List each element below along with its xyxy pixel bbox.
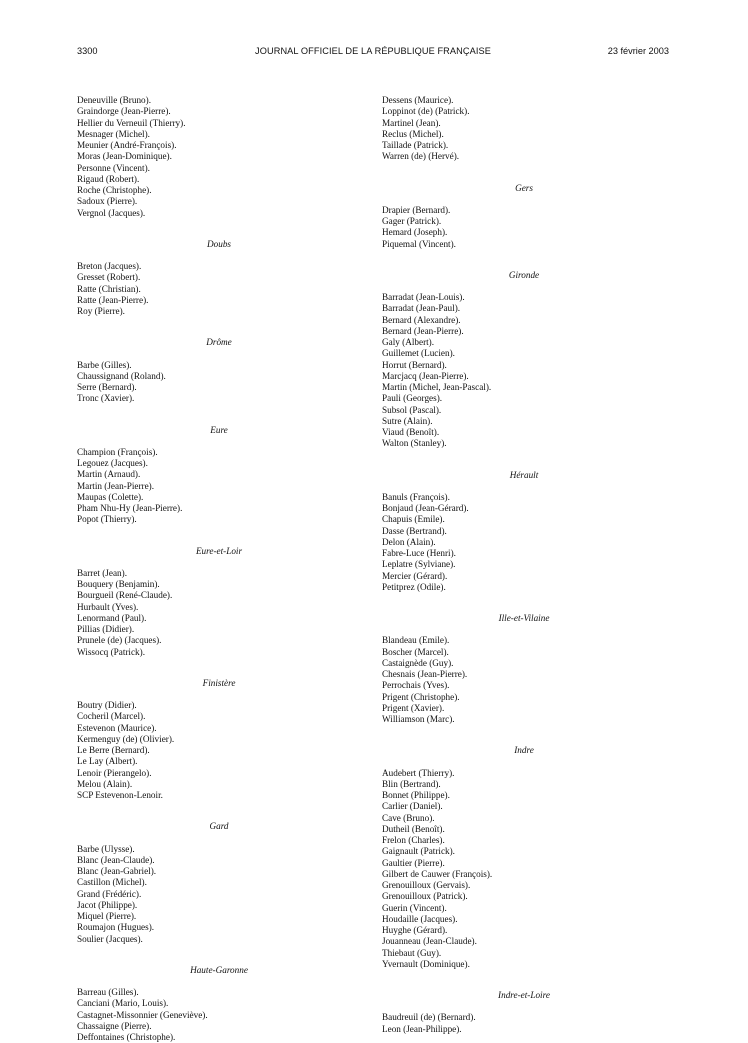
list-item: Martin (Michel, Jean-Pascal). [382,382,492,392]
department-heading: Indre-et-Loire [498,990,550,1000]
list-item: Ratte (Christian). [77,283,141,294]
list-item: Barreau (Gilles). [77,987,139,997]
publication-date: 23 février 2003 [607,46,669,56]
list-item: Barret (Jean). [77,567,127,578]
list-item: Tronc (Xavier). [77,393,135,404]
list-item: Dasse (Bertrand). [382,525,447,536]
list-item: Boutry (Didier). [77,700,137,710]
list-item: Canciani (Mario, Louis). [77,998,169,1009]
name-list [382,205,622,250]
list-item: Grenouilloux (Patrick). [382,891,468,902]
list-item: Bonnet (Philippe). [382,790,450,800]
department-section-finistere [77,678,317,802]
list-item: Gaignault (Patrick). [382,846,455,857]
name-list [77,987,317,1043]
list-item: Walton (Stanley). [382,438,447,449]
list-item: Jacot (Philippe). [77,899,138,910]
list-item: Soulier (Jacques). [77,933,143,944]
list-item: Blandeau (Emile). [382,635,450,646]
department-heading: Gers [515,182,533,193]
list-item: Viaud (Benoît). [382,427,440,437]
list-item: Jouanneau (Jean-Claude). [382,936,477,947]
list-item: Banuls (François). [382,491,450,502]
department-heading: Ille-et-Vilaine [498,613,550,623]
list-item: Lenormand (Paul). [77,612,147,623]
list-item: Pillias (Didier). [77,624,135,634]
list-item: Rigaud (Robert). [77,173,140,184]
list-item: Delon (Alain). [382,536,436,547]
department-section-doubs [77,239,317,318]
list-item: Castagnet-Missonnier (Geneviève). [77,1009,208,1020]
list-item: Subsol (Pascal). [382,404,442,415]
list-item: Pham Nhu-Hy (Jean-Pierre). [77,503,183,513]
name-list [77,844,317,945]
list-item: Roumajon (Hugues). [77,922,155,933]
list-item: Vergnol (Jacques). [77,207,146,218]
list-item: Melou (Alain). [77,778,133,789]
name-list [77,447,317,526]
list-item: Hemard (Joseph). [382,227,448,238]
list-item: Leplatre (Sylviane). [382,559,456,570]
list-item: Leon (Jean-Philippe). [382,1023,462,1034]
list-item: SCP Estevenon-Lenoir. [77,790,163,800]
list-item: Miquel (Pierre). [77,911,137,921]
list-item: Roy (Pierre). [77,306,125,316]
list-item: Grand (Frédéric). [77,888,142,899]
list-item: Ratte (Jean-Pierre). [77,294,149,305]
list-item: Barradat (Jean-Louis). [382,292,465,302]
list-item: Martin (Jean-Pierre). [77,480,155,491]
list-item: Graindorge (Jean-Pierre). [77,106,171,117]
list-item: Guillemet (Lucien). [382,348,455,359]
department-section-indre-et-loire [382,990,622,1035]
name-list [382,95,622,163]
list-item: Barbe (Ulysse). [77,843,135,854]
list-item: Blanc (Jean-Claude). [77,854,155,865]
list-item: Dessens (Maurice). [382,95,454,105]
list-item: Houdaille (Jacques). [382,913,458,924]
department-section-eure-et-loir [77,546,317,658]
department-heading: Gard [209,821,229,832]
right-column [382,95,622,1035]
list-item: Wissocq (Patrick). [77,646,146,657]
list-item: Bonjaud (Jean-Gérard). [382,503,469,513]
list-item: Fabre-Luce (Henri). [382,548,456,558]
list-item: Galy (Albert). [382,337,435,347]
list-item: Cave (Bruno). [382,812,435,823]
name-list [77,700,317,801]
list-item: Gager (Patrick). [382,216,442,226]
list-item: Bourgueil (René-Claude). [77,590,173,601]
list-item: Personne (Vincent). [77,162,150,173]
name-list [382,292,622,450]
list-item: Grenouilloux (Gervais). [382,880,471,890]
list-item: Le Berre (Bernard). [77,745,150,755]
list-item: Petitprez (Odile). [382,581,446,592]
list-item: Barbe (Gilles). [77,359,132,370]
list-item: Marcjacq (Jean-Pierre). [382,370,469,381]
department-section-continued [77,95,317,219]
department-section-drome [77,337,317,404]
list-item: Huyghe (Gérard). [382,925,448,935]
list-item: Barradat (Jean-Paul). [382,303,461,314]
left-column [77,95,317,1043]
list-item: Deneuville (Bruno). [77,95,151,105]
journal-title: JOURNAL OFFICIEL DE LA RÉPUBLIQUE FRANÇAISE [255,46,491,56]
department-heading: Eure-et-Loir [195,545,243,556]
name-list [382,492,622,593]
department-heading: Hérault [509,469,539,480]
department-section-eure [77,425,317,526]
department-heading: Drôme [206,337,232,348]
department-heading: Haute-Garonne [190,964,248,975]
page-number: 3300 [77,46,98,56]
list-item: Legouez (Jacques). [77,458,148,468]
list-item: Champion (François). [77,446,158,457]
department-heading: Gironde [508,269,540,280]
list-item: Roche (Christophe). [77,185,152,195]
list-item: Bernard (Jean-Pierre). [382,325,464,336]
list-item: Prigent (Christophe). [382,691,460,702]
list-item: Horrut (Bernard). [382,359,447,370]
list-item: Cocheril (Marcel). [77,711,146,722]
list-item: Castaignède (Guy). [382,657,454,668]
department-section-herault [382,470,622,594]
list-item: Piquemal (Vincent). [382,238,456,249]
department-section-gers [382,183,622,250]
list-item: Martin (Arnaud). [77,469,141,480]
name-list [382,635,622,725]
department-section-gard [77,821,317,945]
list-item: Prigent (Xavier). [382,702,445,713]
list-item: Chaussignand (Roland). [77,370,166,381]
list-item: Loppinot (de) (Patrick). [382,106,470,117]
list-item: Popot (Thierry). [77,514,137,525]
department-heading: Indre [514,745,534,756]
name-list [77,261,317,317]
list-item: Perrochais (Yves). [382,680,450,691]
list-item: Frelon (Charles). [382,835,445,845]
department-heading: Finistère [202,677,236,688]
department-heading: Eure [210,424,228,435]
list-item: Lenoir (Pierangelo). [77,767,152,778]
list-item: Maupas (Colette). [77,491,144,502]
list-item: Sutre (Alain). [382,415,433,426]
list-item: Chassaigne (Pierre). [77,1020,152,1031]
list-item: Estevenon (Maurice). [77,722,157,733]
list-item: Bouquery (Benjamin). [77,579,160,589]
list-item: Hellier du Verneuil (Thierry). [77,117,186,128]
list-item: Sadoux (Pierre). [77,196,138,207]
department-section-gironde [382,270,622,450]
list-item: Blin (Bertrand). [382,778,441,789]
list-item: Breton (Jacques). [77,261,142,271]
list-item: Thiebaut (Guy). [382,947,442,958]
department-heading: Doubs [207,238,231,249]
list-item: Gilbert de Cauwer (François). [382,868,493,879]
list-item: Carlier (Daniel). [382,801,443,812]
list-item: Pauli (Georges). [382,393,443,404]
list-item: Hurbault (Yves). [77,601,139,612]
list-item: Meunier (André-François). [77,140,177,150]
name-list [382,1012,622,1035]
list-item: Baudreuil (de) (Bernard). [382,1012,476,1023]
list-item: Castillon (Michel). [77,877,147,888]
list-item: Prunele (de) (Jacques). [77,635,162,646]
list-item: Bernard (Alexandre). [382,314,461,325]
list-item: Chapuis (Emile). [382,514,445,525]
list-item: Yvernault (Dominique). [382,958,470,969]
list-item: Blanc (Jean-Gabriel). [77,866,157,876]
list-item: Drapier (Bernard). [382,204,451,215]
department-section-indre [382,745,622,970]
name-list [77,360,317,405]
list-item: Williamson (Marc). [382,714,455,724]
list-item: Audebert (Thierry). [382,767,455,778]
list-item: Mesnager (Michel). [77,128,150,139]
list-item: Guerin (Vincent). [382,902,447,913]
name-list [77,568,317,658]
list-item: Moras (Jean-Dominique). [77,151,172,162]
list-item: Dutheil (Benoît). [382,823,445,834]
list-item: Chesnais (Jean-Pierre). [382,669,468,679]
name-list [382,768,622,971]
department-section-continued [382,95,622,163]
list-item: Le Lay (Albert). [77,756,138,767]
list-item: Deffontaines (Christophe). [77,1032,176,1042]
list-item: Taillade (Patrick). [382,140,449,150]
page-header [77,46,669,60]
department-section-haute-garonne [77,965,317,1043]
list-item: Mercier (Gérard). [382,570,448,581]
list-item: Gaultier (Pierre). [382,857,445,868]
list-item: Boscher (Marcel). [382,646,449,657]
list-item: Martinel (Jean). [382,117,441,128]
list-item: Gresset (Robert). [77,272,141,283]
list-item: Warren (de) (Hervé). [382,151,460,162]
list-item: Serre (Bernard). [77,382,137,392]
list-item: Reclus (Michel). [382,128,444,139]
list-item: Kermenguy (de) (Olivier). [77,733,175,744]
name-list [77,95,317,219]
department-section-ille-et-vilaine [382,613,622,725]
